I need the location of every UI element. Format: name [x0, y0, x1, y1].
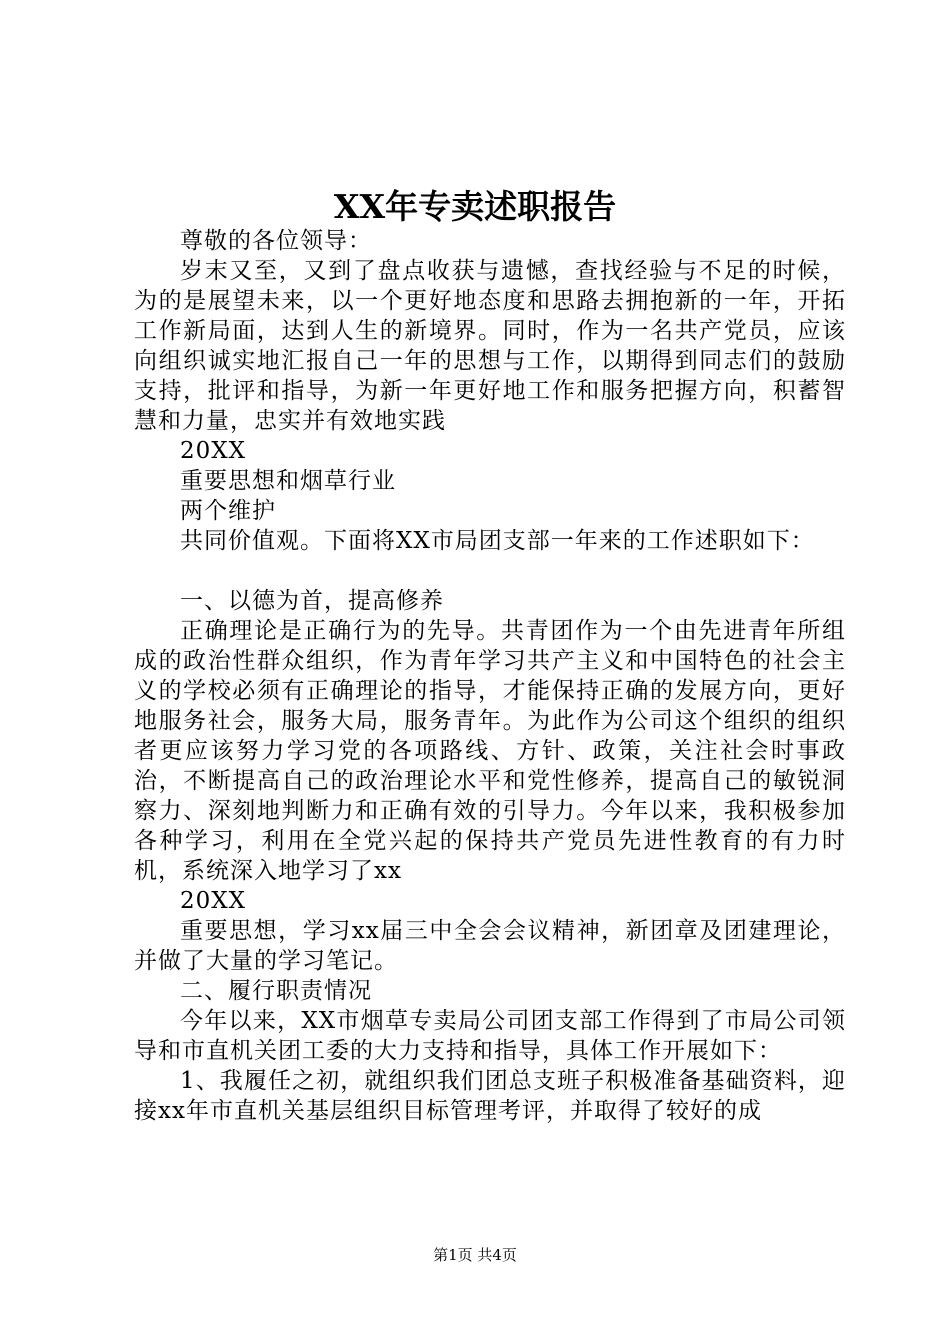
- paragraph-gap: [134, 556, 846, 586]
- section-heading: 一、以德为首，提高修养: [180, 588, 444, 614]
- intro-paragraph: 岁末又至，又到了盘点收获与遗憾，查找经验与不足的时候，为的是展望未来，以一个更好地态度和思路去拥抱新的一年，开拓工作新局面，达到人生的新境界。同时，作为一名共产党员，应该向组织诚实地汇报自己一年的思想与工作，以期得到同志们的鼓励支持，批评和指导，为新一年更好地工作和服务把握方向，积蓄智慧和力量，忠实并有效地实践: [134, 258, 846, 434]
- text-line: 共同价值观。下面将XX市局团支部一年来的工作述职如下：: [180, 528, 815, 554]
- text-line: 两个维护: [180, 498, 276, 524]
- body-paragraph: 正确理论是正确行为的先导。共青团作为一个由先进青年所组成的政治性群众组织，作为青年学习共产主义和中国特色的社会主义的学校必须有正确理论的指导，才能保持正确的发展方向，更好地服务社会，服务大局，服务青年。为此作为公司这个组织的组织者更应该努力学习党的各项路线、方针、政策，关注社会时事政治，不断提高自己的政治理论水平和党性修养，提高自己的敏锐洞察力、深刻地判断力和正确有效的引导力。今年以来，我积极参加各种学习，利用在全党兴起的保持共产党员先进性教育的有力时机，系统深入地学习了xx: [134, 618, 846, 884]
- body-paragraph: 今年以来，XX市烟草专卖局公司团支部工作得到了市局公司领导和市直机关团工委的大力支持和指导，具体工作开展如下：: [134, 1008, 846, 1064]
- page-footer: 第1页 共4页: [433, 1246, 517, 1264]
- section-heading: 二、履行职责情况: [180, 978, 372, 1004]
- text-line: 20XX: [180, 438, 247, 464]
- body-paragraph: 重要思想，学习xx届三中全会会议精神，新团章及团建理论，并做了大量的学习笔记。: [134, 918, 846, 974]
- text-line: 重要思想和烟草行业: [180, 468, 396, 494]
- body-paragraph: 1、我履任之初，就组织我们团总支班子积极准备基础资料，迎接xx年市直机关基层组织目标管理考评，并取得了较好的成: [134, 1068, 846, 1124]
- salutation: 尊敬的各位领导：: [180, 228, 372, 254]
- document-body: [134, 226, 846, 1126]
- document-title: XX年专卖述职报告: [333, 187, 617, 226]
- text-line: 20XX: [180, 888, 247, 914]
